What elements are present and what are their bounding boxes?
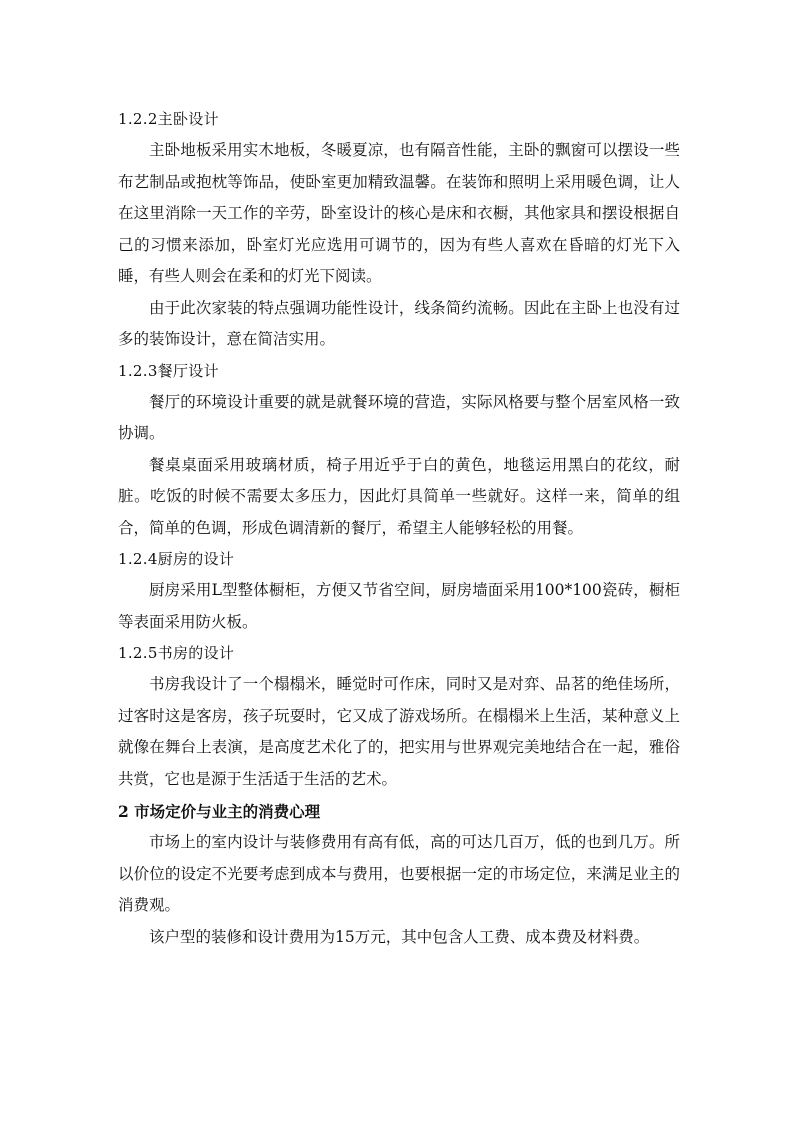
paragraph-master-bedroom-2: 由于此次家装的特点强调功能性设计，线条简约流畅。因此在主卧上也没有过多的装饰设计，意在简洁实用。: [118, 298, 680, 348]
paragraph-dining-2: 餐桌桌面采用玻璃材质，椅子用近乎于白的黄色，地毯运用黑白的花纹，耐脏。吃饭的时候不需要太多压力，因此灯具简单一些就好。这样一来，简单的组合，简单的色调，形成色调清新的餐厅，希望主人能够轻松的用餐。: [118, 455, 680, 537]
heading-1-2-4: 1.2.4厨房的设计: [118, 550, 235, 568]
heading-1-2-5: 1.2.5书房的设计: [118, 644, 235, 662]
heading-1-2-2: 1.2.2主卧设计: [118, 110, 219, 128]
paragraph-master-bedroom-1: 主卧地板采用实木地板，冬暖夏凉，也有隔音性能，主卧的飘窗可以摆设一些布艺制品或抱枕等饰品，使卧室更加精致温馨。在装饰和照明上采用暖色调，让人在这里消除一天工作的辛劳，卧室设计的核心是床和衣橱，其他家具和摆设根据自己的习惯来添加，卧室灯光应选用可调节的，因为有些人喜欢在昏暗的灯光下入睡，有些人则会在柔和的灯光下阅读。: [118, 141, 680, 285]
document-page: [118, 104, 680, 953]
heading-2-market-pricing: 2 市场定价与业主的消费心理: [118, 802, 321, 821]
heading-1-2-3: 1.2.3餐厅设计: [118, 361, 219, 380]
paragraph-kitchen-1: 厨房采用L型整体橱柜，方便又节省空间，厨房墙面采用100*100瓷砖，橱柜等表面采用防火板。: [118, 581, 680, 631]
paragraph-dining-1: 餐厅的环境设计重要的就是就餐环境的营造，实际风格要与整个居室风格一致协调。: [118, 392, 680, 442]
paragraph-study-1: 书房我设计了一个榻榻米，睡觉时可作床，同时又是对弈、品茗的绝佳场所，过客时这是客房，孩子玩耍时，它又成了游戏场所。在榻榻米上生活，某种意义上就像在舞台上表演，是高度艺术化了的，把实用与世界观完美地结合在一起，雅俗共赏，它也是源于生活适于生活的艺术。: [118, 675, 680, 788]
paragraph-market-2: 该户型的装修和设计费用为15万元，其中包含人工费、成本费及材料费。: [149, 927, 650, 946]
paragraph-market-1: 市场上的室内设计与装修费用有高有低，高的可达几百万，低的也到几万。所以价位的设定不光要考虑到成本与费用，也要根据一定的市场定位，来满足业主的消费观。: [118, 833, 680, 914]
